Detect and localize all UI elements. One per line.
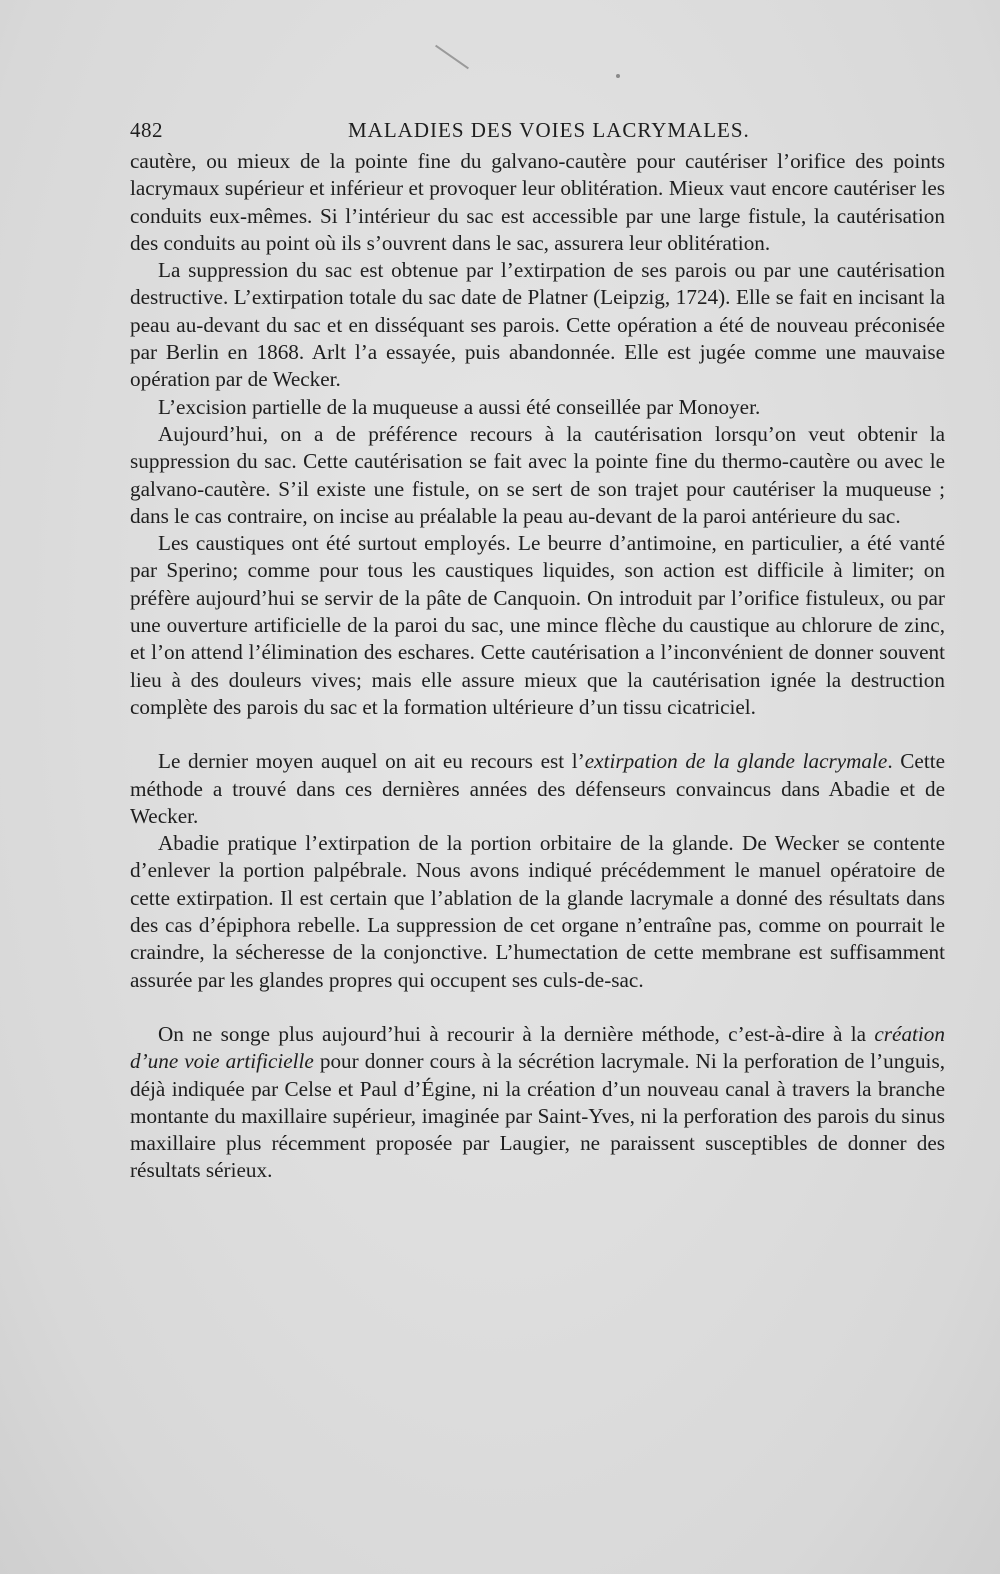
section-gap	[130, 994, 945, 1021]
ink-mark	[435, 45, 469, 70]
paragraph-1: cautère, ou mieux de la pointe fine du galvano-cautère pour cautériser l’orifice des points lacrymaux supérieur et inférieur et provoquer leur oblitération. Mieux vaut encore cautériser les conduits eux-mêmes. Si l’intérieur du sac est accessible par une large fistule, la cautérisation des conduits au point où ils s’ouvrent dans le sac, assurera leur oblitération.	[130, 149, 945, 255]
paragraph-6-text-b: . Cette méthode a trouvé dans ces dernières années des défenseurs convaincus dans Abadie et de Wecker.	[130, 749, 945, 828]
page-number: 482	[130, 118, 163, 142]
paragraph-6	[130, 748, 945, 830]
paragraph-4: Aujourd’hui, on a de préférence recours à la cautérisation lorsqu’on veut obtenir la suppression du sac. Cette cautérisation se fait avec la pointe fine du thermo-cautère ou avec le galvano-cautère. S’il existe une fistule, on se sert de son trajet pour cautériser la muqueuse ; dans le cas contraire, on incise au préalable la peau au-devant de la paroi antérieure du sac.	[130, 421, 945, 528]
paragraph-6-text-a: Le dernier moyen auquel on ait eu recours est l’	[158, 749, 585, 774]
paragraph-6-italic: extirpation de la glande lacrymale	[584, 749, 888, 774]
paragraph-8-text-a: On ne songe plus aujourd’hui à recourir à la dernière méthode, c’est-à-dire à la	[158, 1021, 875, 1046]
paragraph-5: Les caustiques ont été surtout employés. Le beurre d’antimoine, en particulier, a été vanté par Sperino; comme pour tous les caustiques liquides, son action est difficile à limiter; on préfère aujourd’hui se servir de la pâte de Canquoin. On introduit par l’orifice fistuleux, ou par une ouverture artificielle de la paroi du sac, une mince flèche du caustique au chlorure de zinc, et l’on attend l’élimination des eschares. Cette cautérisation a l’inconvénient de donner souvent lieu à des douleurs vives; mais elle assure mieux que la cautérisation ignée la destruction complète des parois du sac et la formation ultérieure d’un tissu cicatriciel.	[130, 531, 945, 719]
running-head: MALADIES DES VOIES LACRYMALES.	[348, 118, 750, 142]
paragraph-8-italic: création d’une voie artificielle	[130, 1021, 945, 1074]
page-header	[130, 118, 945, 148]
paragraph-3: L’excision partielle de la muqueuse a aussi été conseillée par Monoyer.	[158, 394, 761, 419]
paragraph-8	[130, 1021, 945, 1185]
section-gap	[130, 721, 945, 748]
paragraph-2: La suppression du sac est obtenue par l’extirpation de ses parois ou par une cautérisation destructive. L’extirpation totale du sac date de Platner (Leipzig, 1724). Elle se fait en incisant la peau au-devant du sac et en disséquant ses parois. Cette opération a été de nouveau préconisée par Berlin en 1868. Arlt l’a essayée, puis abandonnée. Elle est jugée comme une mauvaise opération par de Wecker.	[130, 258, 945, 392]
paragraph-7: Abadie pratique l’extirpation de la portion orbitaire de la glande. De Wecker se contente d’enlever la portion palpébrale. Nous avons indiqué précédemment le manuel opératoire de cette extirpation. Il est certain que l’ablation de la glande lacrymale a donné des résultats dans des cas d’épiphora rebelle. La suppression de cet organe n’entraîne pas, comme on pourrait le craindre, la sécheresse de la conjonctive. L’humectation de cette membrane est suffisamment assurée par les glandes propres qui occupent ses culs-de-sac.	[130, 831, 945, 992]
body-text	[130, 148, 945, 1185]
paragraph-8-text-b: pour donner cours à la sécrétion lacrymale. Ni la perforation de l’unguis, déjà indiquée par Celse et Paul d’Égine, ni la création d’un nouveau canal à travers la branche montante du maxillaire supérieur, imaginée par Saint-Yves, ni la perforation des parois du sinus maxillaire plus récemment proposée par Laugier, ne paraissent susceptibles de donner des résultats sérieux.	[130, 1049, 945, 1183]
ink-dot	[616, 74, 620, 78]
